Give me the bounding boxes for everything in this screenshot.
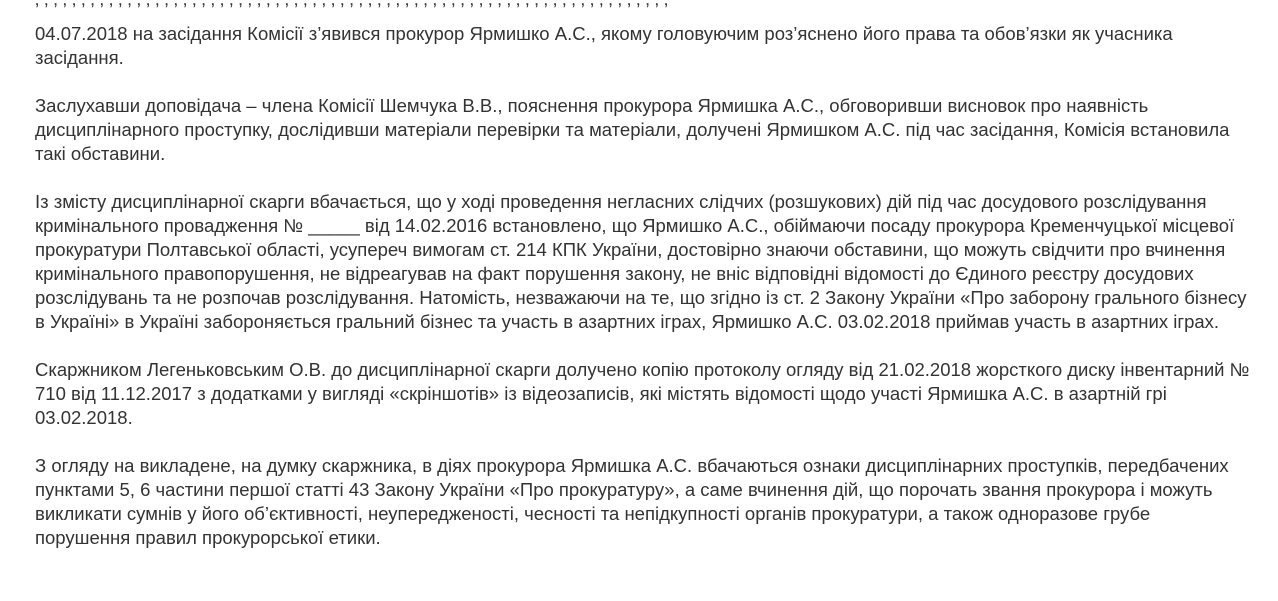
paragraph-complaint-evidence: Скаржником Легеньковським О.В. до дисциплінарної скарги долучено копію протоколу огляду від 21.02.2018 жорсткого диску інвентарний № 710 від 11.12.2017 з додатками у вигляді «скріншотів» із відеозаписів, які містять відомості щодо участі Ярмишка А.С. в азартній грі 03.02.2018. [35,359,1250,428]
paragraph-conclusion: З огляду на викладене, на думку скаржника, в діях прокурора Ярмишка А.С. вбачаються ознаки дисциплінарних проступків, передбачених пунктами 5, 6 частини першої статті 43 Закону України «Про прокуратуру», а саме вчинення дій, що порочать звання прокурора і можуть викликати сумнів у його об’єктивності, неупередженості, чесності та непідкупності органів прокуратури, а також одноразове грубе порушення правил прокурорської етики. [35,455,1229,548]
document-body [35,22,1250,574]
paragraph-hearing-summary: Заслухавши доповідача – члена Комісії Шемчука В.В., пояснення прокурора Ярмишка А.С., обговоривши висновок про наявність дисциплінарного проступку, дослідивши матеріали перевірки та матеріали, долучені Ярмишком А.С. під час засідання, Комісія встановила такі обставини. [35,95,1230,164]
clipped-line-glyphs [0,0,1278,11]
clipped-previous-line [0,0,1278,7]
paragraph-complaint-content: Із змісту дисциплінарної скарги вбачається, що у ході проведення негласних слідчих (розшукових) дій під час досудового розслідування кримінального провадження № _____ від 14.02.2016 встановлено, що Ярмишко А.С., обіймаючи посаду прокурора Кременчуцької місцевої прокуратури Полтавської області, усупереч вимогам ст. 214 КПК України, достовірно знаючи обставини, що можуть свідчити про вчинення кримінального правопорушення, не відреагував на факт порушення закону, не вніс відповідні відомості до Єдиного реєстру досудових розслідувань та не розпочав розслідування. Натомість, незважаючи на те, що згідно із ст. 2 Закону України «Про заборону грального бізнесу в Україні» в Україні забороняється гральний бізнес та участь в азартних іграх, Ярмишко А.С. 03.02.2018 приймав участь в азартних іграх. [35,191,1247,332]
paragraph-commission-session: 04.07.2018 на засідання Комісії з’явився прокурор Ярмишко А.С., якому головуючим роз’яснено його права та обов’язки як учасника засідання. [35,23,1173,68]
